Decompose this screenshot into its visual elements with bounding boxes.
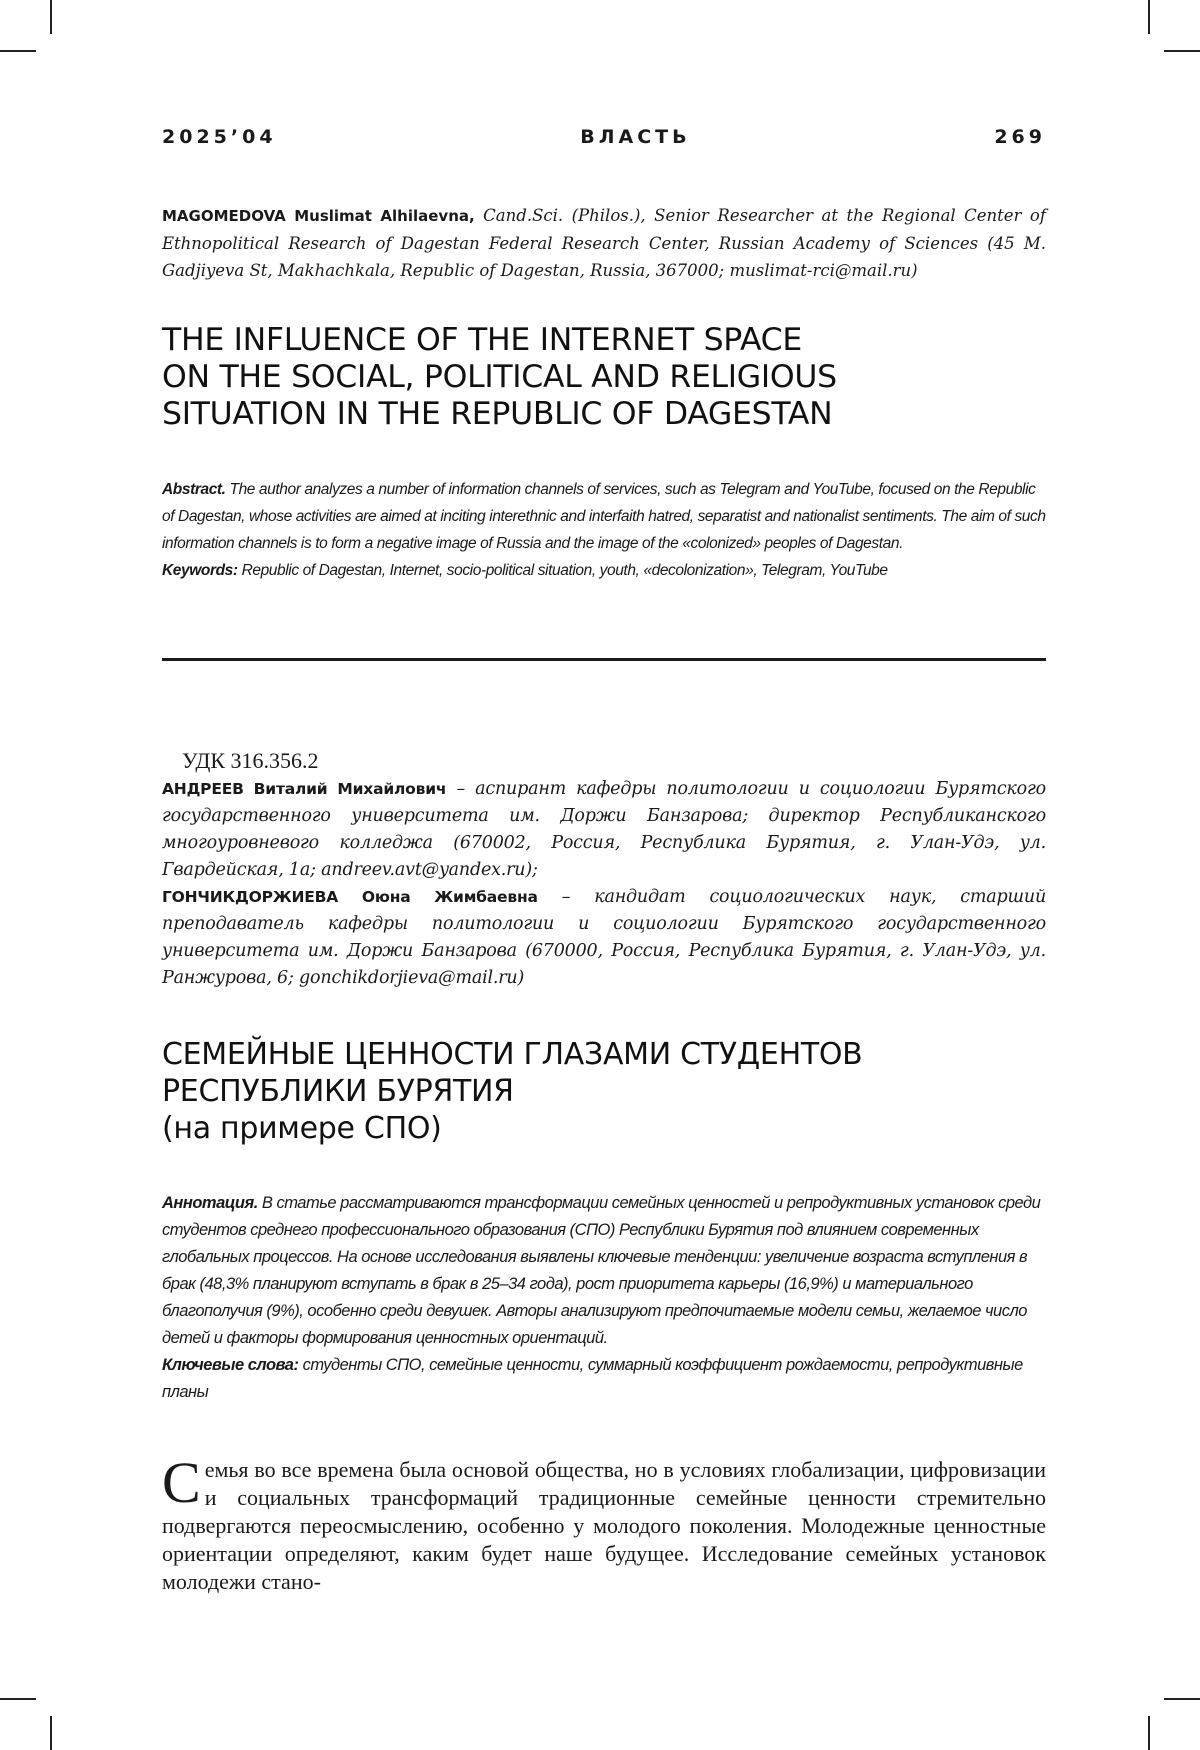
author-affiliation-en: [162, 202, 1046, 284]
page-number: 269: [994, 126, 1046, 148]
keywords-label-en: Keywords:: [162, 562, 238, 579]
abstract-en: [162, 476, 1046, 584]
issue-number: 2025’04: [162, 126, 277, 148]
keywords-text-en: Republic of Dagestan, Internet, socio-political situation, youth, «decolonization», Telegram, YouTube: [237, 562, 888, 579]
drop-cap: С: [162, 1450, 201, 1515]
author1-name: АНДРЕЕВ Виталий Михайлович: [162, 780, 447, 798]
keywords-label-ru: Ключевые слова:: [162, 1356, 299, 1374]
abstract-label-ru: Аннотация.: [162, 1194, 258, 1212]
crop-mark: [50, 1716, 52, 1750]
running-head: [162, 126, 1046, 148]
article-title-ru: [162, 1036, 1046, 1147]
abstract-text-en: The author analyzes a number of information channels of services, such as Telegram and YouTube, focused on the Republic of Dagestan, whose activities are aimed at inciting interethnic and interfaith hatred, separatist and nationalist sentiments. The aim of such information channels is to form a negative image of Russia and the image of the «colonized» peoples of Dagestan.: [162, 481, 1046, 552]
author-info-en: Cand.Sci. (Philos.), Senior Researcher at the Regional Center of Ethnopolitical Research of Dagestan Federal Research Center, Russian Academy of Sciences (45 M. Gadjiyeva St, Makhachkala, Republic of Dagestan, Russia, 367000; muslimat-rci@mail.ru): [162, 206, 1046, 280]
crop-mark: [0, 1698, 36, 1700]
title-subtitle: (на примере СПО): [162, 1111, 442, 1146]
title-line: SITUATION IN THE REPUBLIC OF DAGESTAN: [162, 396, 833, 432]
author-name-en: MAGOMEDOVA Muslimat Alhilaevna,: [162, 207, 475, 225]
crop-mark: [1164, 50, 1200, 52]
author1-info: – аспирант кафедры политологии и социологии Бурятского государственного университета им. Доржи Банзарова; директор Республиканского многоуровневого колледжа (670002, Россия, Республика Бурятия, г. Улан-Удэ, ул. Гвардейская, 1а; andreev.avt@yandex.ru);: [162, 779, 1047, 880]
journal-name: ВЛАСТЬ: [580, 126, 691, 148]
crop-mark: [50, 0, 52, 34]
body-paragraph: [162, 1450, 1046, 1596]
abstract-ru: [162, 1190, 1046, 1406]
author2-info: – кандидат социологических наук, старший преподаватель кафедры политологии и социологии Бурятского государственного университета им. Доржи Банзарова (670000, Россия, Республика Бурятия, г. Улан-Удэ, ул. Ранжурова, 6; gonchikdorjieva@mail.ru): [162, 887, 1047, 988]
title-line: СЕМЕЙНЫЕ ЦЕННОСТИ ГЛАЗАМИ СТУДЕНТОВ: [162, 1037, 863, 1072]
author-affiliation-ru: [162, 776, 1046, 992]
title-line: РЕСПУБЛИКИ БУРЯТИЯ: [162, 1074, 514, 1109]
udk-code: УДК 316.356.2: [182, 748, 319, 773]
keywords-text-ru: студенты СПО, семейные ценности, суммарный коэффициент рождаемости, репродуктивные планы: [162, 1356, 1023, 1401]
body-text: емья во все времена была основой общества, но в условиях глобализации, цифровизации и социальных трансформаций традиционные семейные ценности стремительно подвергаются переосмыслению, особенно у молодого поколения. Молодежные ценностные ориентации определяют, каким будет наше будущее. Исследование семейных установок молодежи стано-: [162, 1457, 1046, 1594]
crop-mark: [1148, 0, 1150, 34]
title-line: ON THE SOCIAL, POLITICAL AND RELIGIOUS: [162, 359, 837, 395]
abstract-label-en: Abstract.: [162, 481, 226, 498]
crop-mark: [0, 50, 36, 52]
crop-mark: [1148, 1716, 1150, 1750]
title-line: THE INFLUENCE OF THE INTERNET SPACE: [162, 322, 802, 358]
author2-name: ГОНЧИКДОРЖИЕВА Оюна Жимбаевна: [162, 888, 538, 906]
section-divider: [162, 658, 1046, 661]
abstract-text-ru: В статье рассматриваются трансформации семейных ценностей и репродуктивных установок среди студентов среднего профессионального образования (СПО) Республики Бурятия под влиянием современных глобальных процессов. На основе исследования выявлены ключевые тенденции: увеличение возраста вступления в брак (48,3% планируют вступать в брак в 25–34 года), рост приоритета карьеры (16,9%) и материального благополучия (9%), особенно среди девушек. Авторы анализируют предпочитаемые модели семьи, желаемое число детей и факторы формирования ценностных ориентаций.: [162, 1194, 1041, 1347]
article-title-en: [162, 322, 1046, 433]
crop-mark: [1164, 1698, 1200, 1700]
